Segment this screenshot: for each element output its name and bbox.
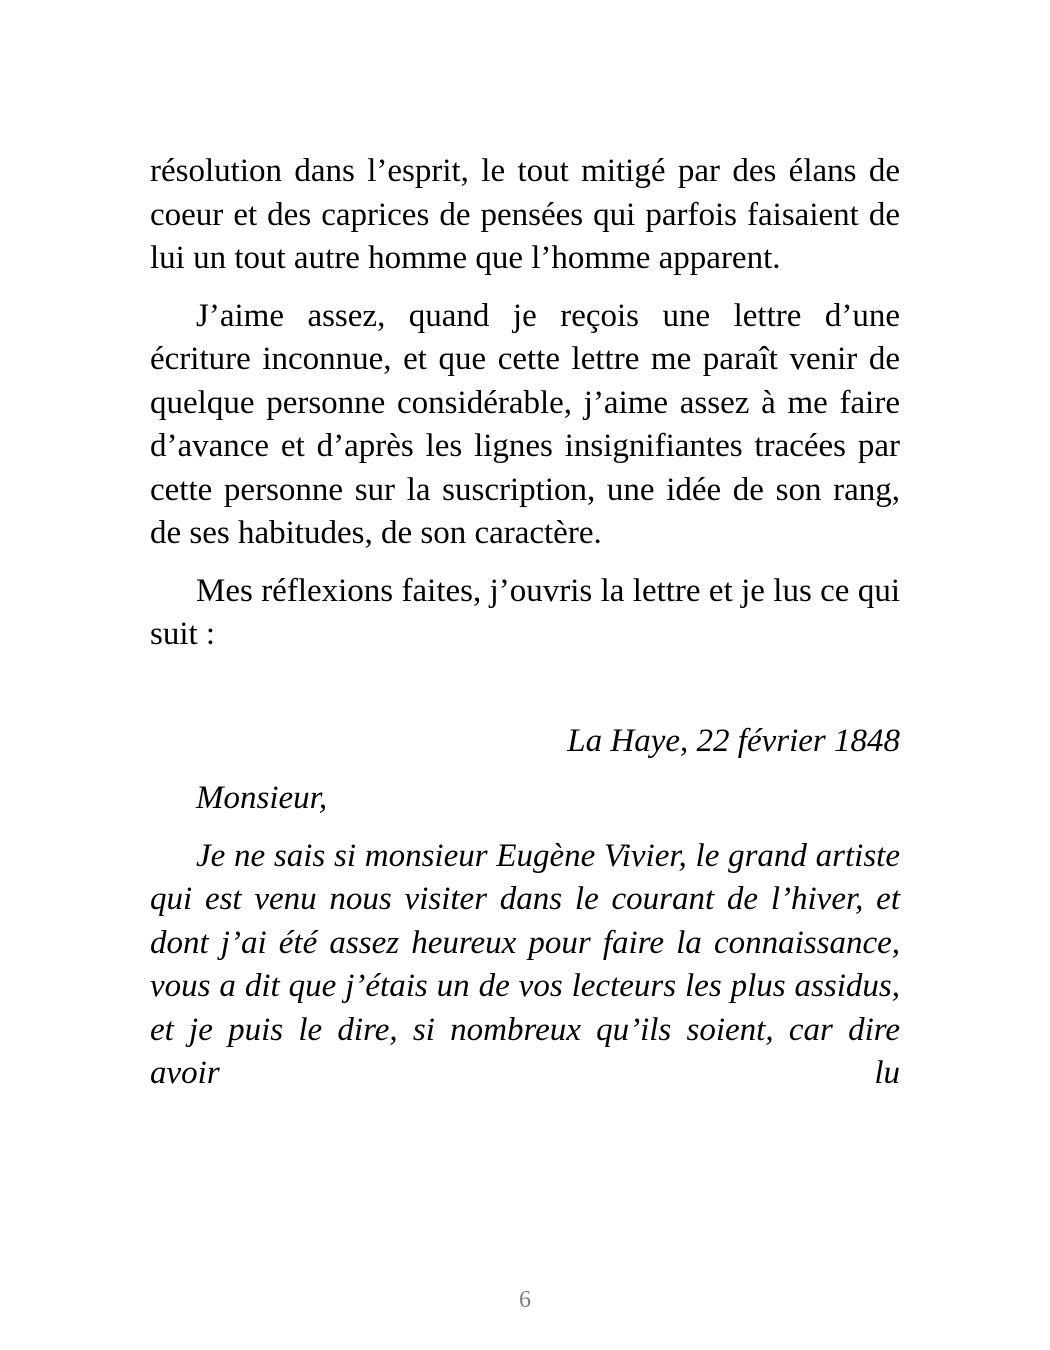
letter-date-line: La Haye, 22 février 1848 — [567, 722, 900, 759]
paragraph-opening-letter: Mes réflexions faites, j’ouvris la lettre et je lus ce qui suit : — [150, 572, 900, 652]
page-number: 6 — [519, 1287, 531, 1313]
letter-body: Je ne sais si monsieur Eugène Vivier, le grand artiste qui est venu nous visiter dans le courant de l’hiver, et dont j’ai été assez heureux pour faire la connaissance, vous a dit que j’étais un de vos lecteurs les plus assidus, et je puis le dire, si nombreux qu’ils soient, car dire avoir lu — [150, 837, 900, 1091]
paragraph-letter-reflection: J’aime assez, quand je reçois une lettre d’une écriture inconnue, et que cette lettre me paraît venir de quelque personne considérable, j’aime assez à me faire d’avance et d’après les lignes insignifiantes tracées par cette personne sur la suscription, une idée de son rang, de ses habitudes, de son caractère. — [150, 297, 900, 551]
paragraph-continuation: résolution dans l’esprit, le tout mitigé par des élans de coeur et des caprices de pensées qui parfois faisaient de lui un tout autre homme que l’homme apparent. — [150, 153, 900, 276]
letter-salutation: Monsieur, — [196, 780, 328, 816]
page-body — [150, 150, 900, 1110]
